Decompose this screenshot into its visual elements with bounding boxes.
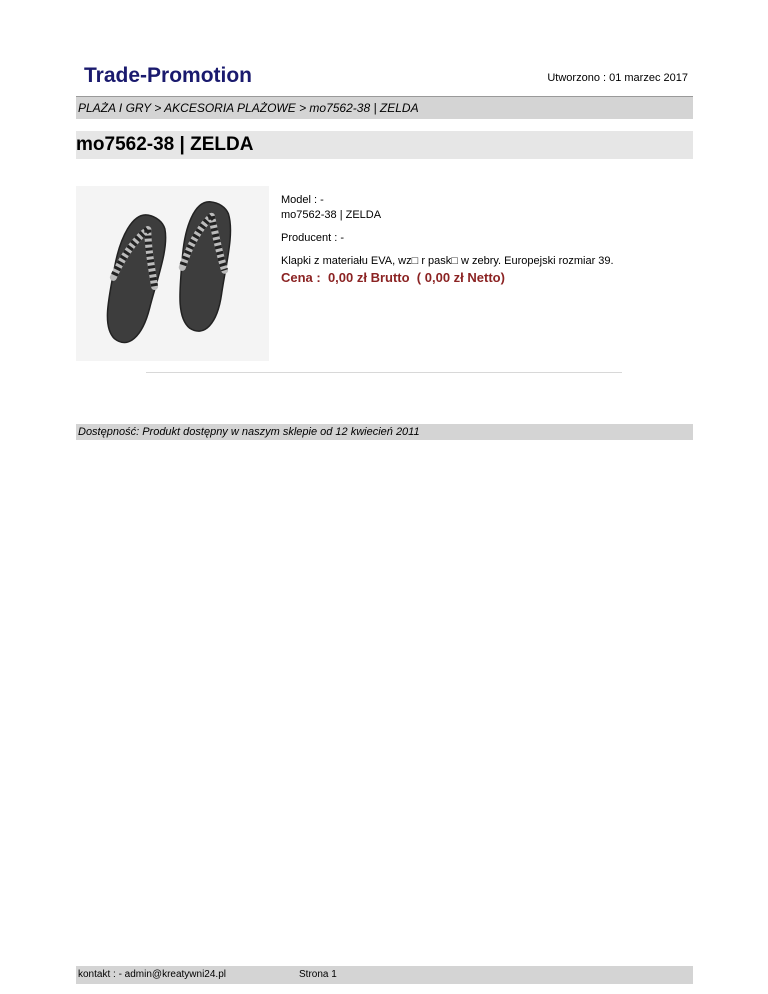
producer-label: Producent : -	[281, 232, 344, 244]
breadcrumb: PLAŻA I GRY > AKCESORIA PLAŻOWE > mo7562-38 | ZELDA	[78, 101, 419, 115]
brand-title: Trade-Promotion	[84, 64, 253, 87]
model-label: Model : -	[281, 194, 324, 206]
footer-bar	[76, 966, 693, 984]
footer-page-number: Strona 1	[299, 969, 337, 980]
product-description: Klapki z materiału EVA, wz□ r pask□ w zebry. Europejski rozmiar 39.	[281, 255, 614, 267]
title-bar	[76, 131, 693, 159]
created-date: Utworzono : 01 marzec 2017	[547, 72, 688, 84]
price: Cena : 0,00 zł Brutto ( 0,00 zł Netto)	[281, 270, 505, 285]
breadcrumb-bar	[76, 96, 693, 119]
flip-flops-image	[76, 186, 269, 361]
page-title: mo7562-38 | ZELDA	[76, 134, 254, 155]
divider	[146, 372, 622, 373]
model-value: mo7562-38 | ZELDA	[281, 209, 382, 221]
footer-contact: kontakt : - admin@kreatywni24.pl	[78, 969, 226, 980]
product-info	[281, 193, 614, 285]
availability-bar	[76, 424, 693, 440]
availability-text: Dostępność: Produkt dostępny w naszym sklepie od 12 kwiecień 2011	[78, 426, 420, 438]
